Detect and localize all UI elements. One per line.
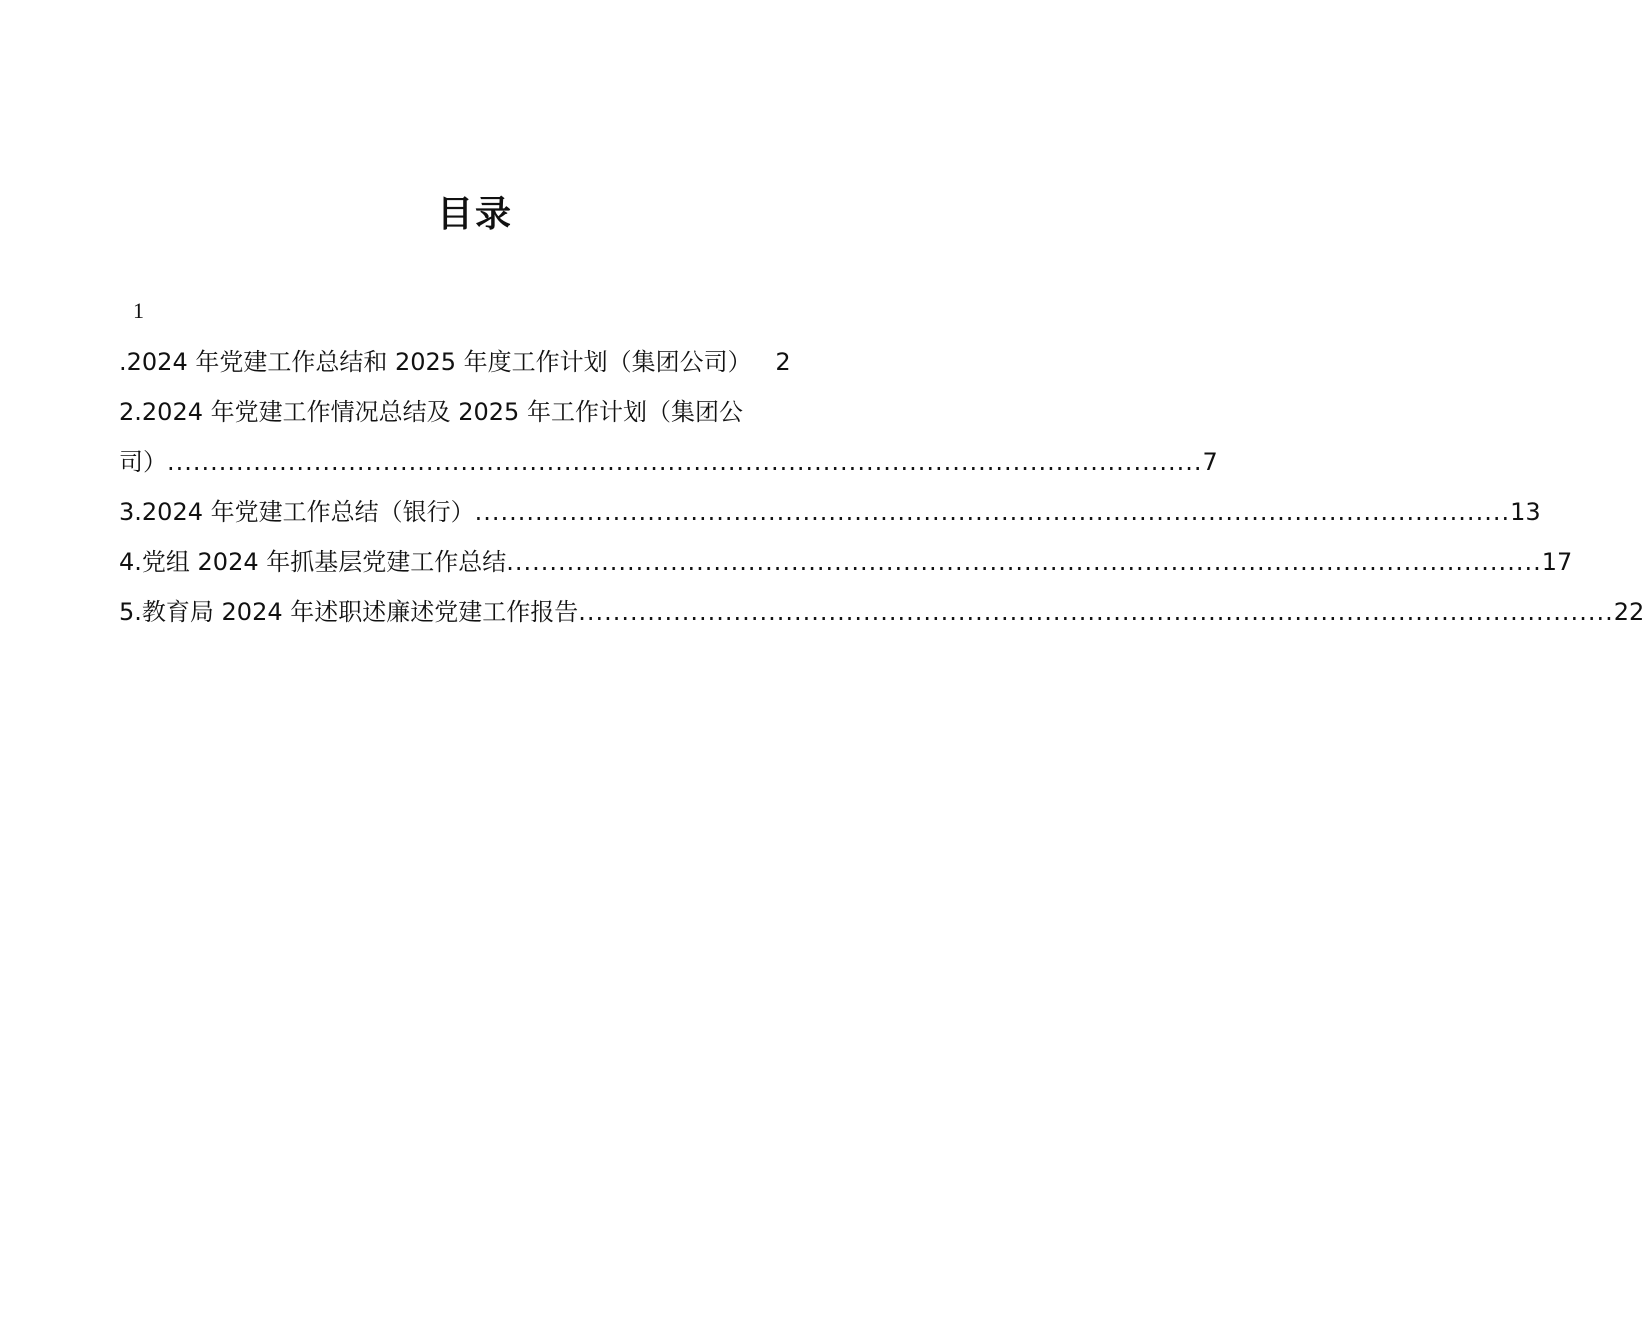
toc-entry-2-continued[interactable] — [119, 443, 1218, 493]
toc-entry-title: 2.2024 年党建工作情况总结及 2025 年工作计划（集团公 — [119, 398, 743, 426]
toc-entry-3[interactable] — [119, 493, 1541, 543]
leader-dots: ........................................................................................................................ — [167, 448, 1203, 476]
leader-dots: ........................................................................................................................ — [506, 548, 1542, 576]
toc-entry-page: 2 — [775, 348, 791, 376]
table-of-contents — [119, 343, 1644, 643]
toc-entry-title: .2024 年党建工作总结和 2025 年度工作计划（集团公司） — [119, 348, 752, 376]
page-title: 目录 — [436, 193, 513, 235]
toc-entry-page: 22 — [1613, 598, 1644, 626]
toc-entry-title: 5.教育局 2024 年述职述廉述党建工作报告 — [119, 598, 579, 626]
toc-entry-1[interactable] — [119, 343, 829, 393]
toc-entry-5[interactable] — [119, 593, 1644, 643]
toc-entry-page: 13 — [1510, 498, 1541, 526]
toc-entry-title-continued: 司） — [119, 448, 167, 476]
list-marker: 1 — [133, 298, 144, 323]
toc-entry-page: 17 — [1541, 548, 1573, 576]
leader-dots: ........................................................................................................................ — [578, 598, 1614, 626]
toc-entry-title: 4.党组 2024 年抓基层党建工作总结 — [119, 548, 507, 576]
toc-entry-2[interactable] — [119, 393, 829, 443]
toc-entry-4[interactable] — [119, 543, 1573, 593]
toc-entry-title: 3.2024 年党建工作总结（银行） — [119, 498, 475, 526]
toc-entry-page: 7 — [1202, 448, 1218, 476]
leader-dots: ........................................................................................................................ — [474, 498, 1511, 526]
